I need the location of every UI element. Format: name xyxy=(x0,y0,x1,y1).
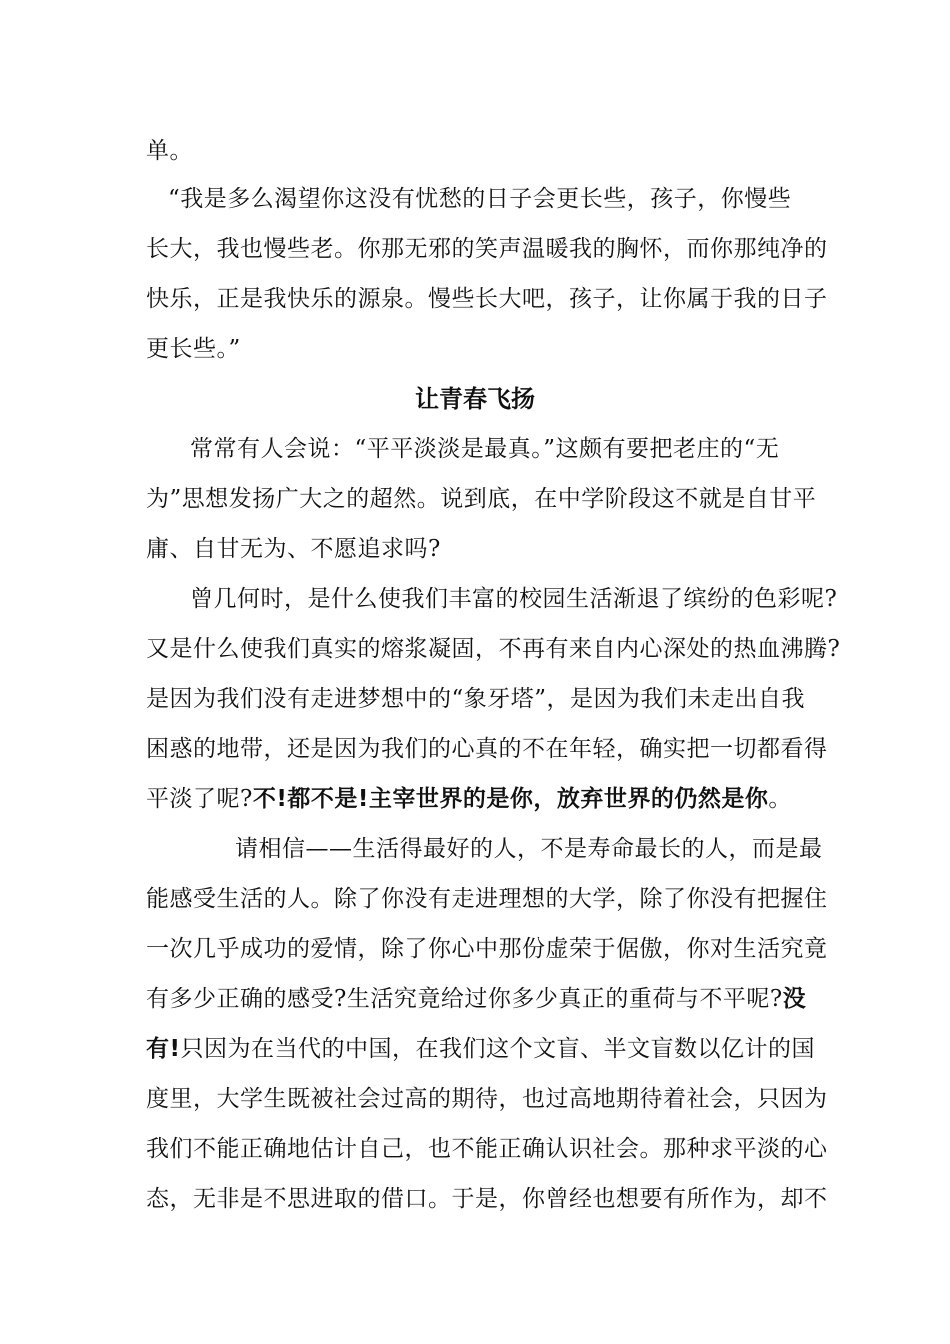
text-line: 长大，我也慢些老。你那无邪的笑声温暖我的胸怀，而你那纯净的 xyxy=(146,236,828,262)
text-line: 是因为我们没有走进梦想中的“象牙塔”，是因为我们未走出自我 xyxy=(146,686,806,712)
text-line: 能感受生活的人。除了你没有走进理想的大学，除了你没有把握住 xyxy=(146,886,828,912)
text-line: “我是多么渴望你这没有忧愁的日子会更长些，孩子，你慢些 xyxy=(168,186,792,212)
text-line: 态，无非是不思进取的借口。于是，你曾经也想要有所作为，却不 xyxy=(146,1186,828,1212)
text-line: 又是什么使我们真实的熔浆凝固，不再有来自内心深处的热血沸腾? xyxy=(146,636,841,662)
bold-emphasis: 不!都不是!主宰世界的是你，放弃世界的仍然是你 xyxy=(252,786,769,812)
text-line xyxy=(146,1034,815,1064)
text-line: 为”思想发扬广大之的超然。说到底，在中学阶段这不就是自甘平 xyxy=(146,486,817,512)
text-line: 度里，大学生既被社会过高的期待，也过高地期待着社会，只因为 xyxy=(146,1086,828,1112)
text-line: 庸、自甘无为、不愿追求吗? xyxy=(146,536,441,562)
text-line: 曾几何时，是什么使我们丰富的校园生活渐退了缤纷的色彩呢? xyxy=(190,586,838,612)
text-line: 一次几乎成功的爱情，除了你心中那份虚荣于倨傲，你对生活究竟 xyxy=(146,936,828,962)
text-line: 单。 xyxy=(146,138,193,164)
text-line: 我们不能正确地估计自己，也不能正确认识社会。那种求平淡的心 xyxy=(146,1136,828,1162)
text-line: 困惑的地带，还是因为我们的心真的不在年轻，确实把一切都看得 xyxy=(146,736,828,762)
bold-emphasis: 没 xyxy=(782,986,807,1012)
section-title: 让青春飞扬 xyxy=(415,385,535,413)
text-line xyxy=(146,984,806,1014)
text-line: 快乐，正是我快乐的源泉。慢些长大吧，孩子，让你属于我的日子 xyxy=(146,286,828,312)
text-line: 更长些。” xyxy=(146,336,241,362)
text-run: 有多少正确的感受?生活究竟给过你多少真正的重荷与不平呢? xyxy=(146,986,783,1012)
text-run: 。 xyxy=(768,786,792,812)
text-line: 请相信——生活得最好的人，不是寿命最长的人，而是最 xyxy=(235,836,823,862)
text-run: 只因为在当代的中国，在我们这个文盲、半文盲数以亿计的国 xyxy=(180,1036,815,1062)
text-run: 平淡了呢? xyxy=(146,786,253,812)
text-line xyxy=(146,784,806,814)
bold-emphasis: 有! xyxy=(146,1036,181,1062)
text-line: 常常有人会说：“平平淡淡是最真。”这颇有要把老庄的“无 xyxy=(190,436,780,462)
